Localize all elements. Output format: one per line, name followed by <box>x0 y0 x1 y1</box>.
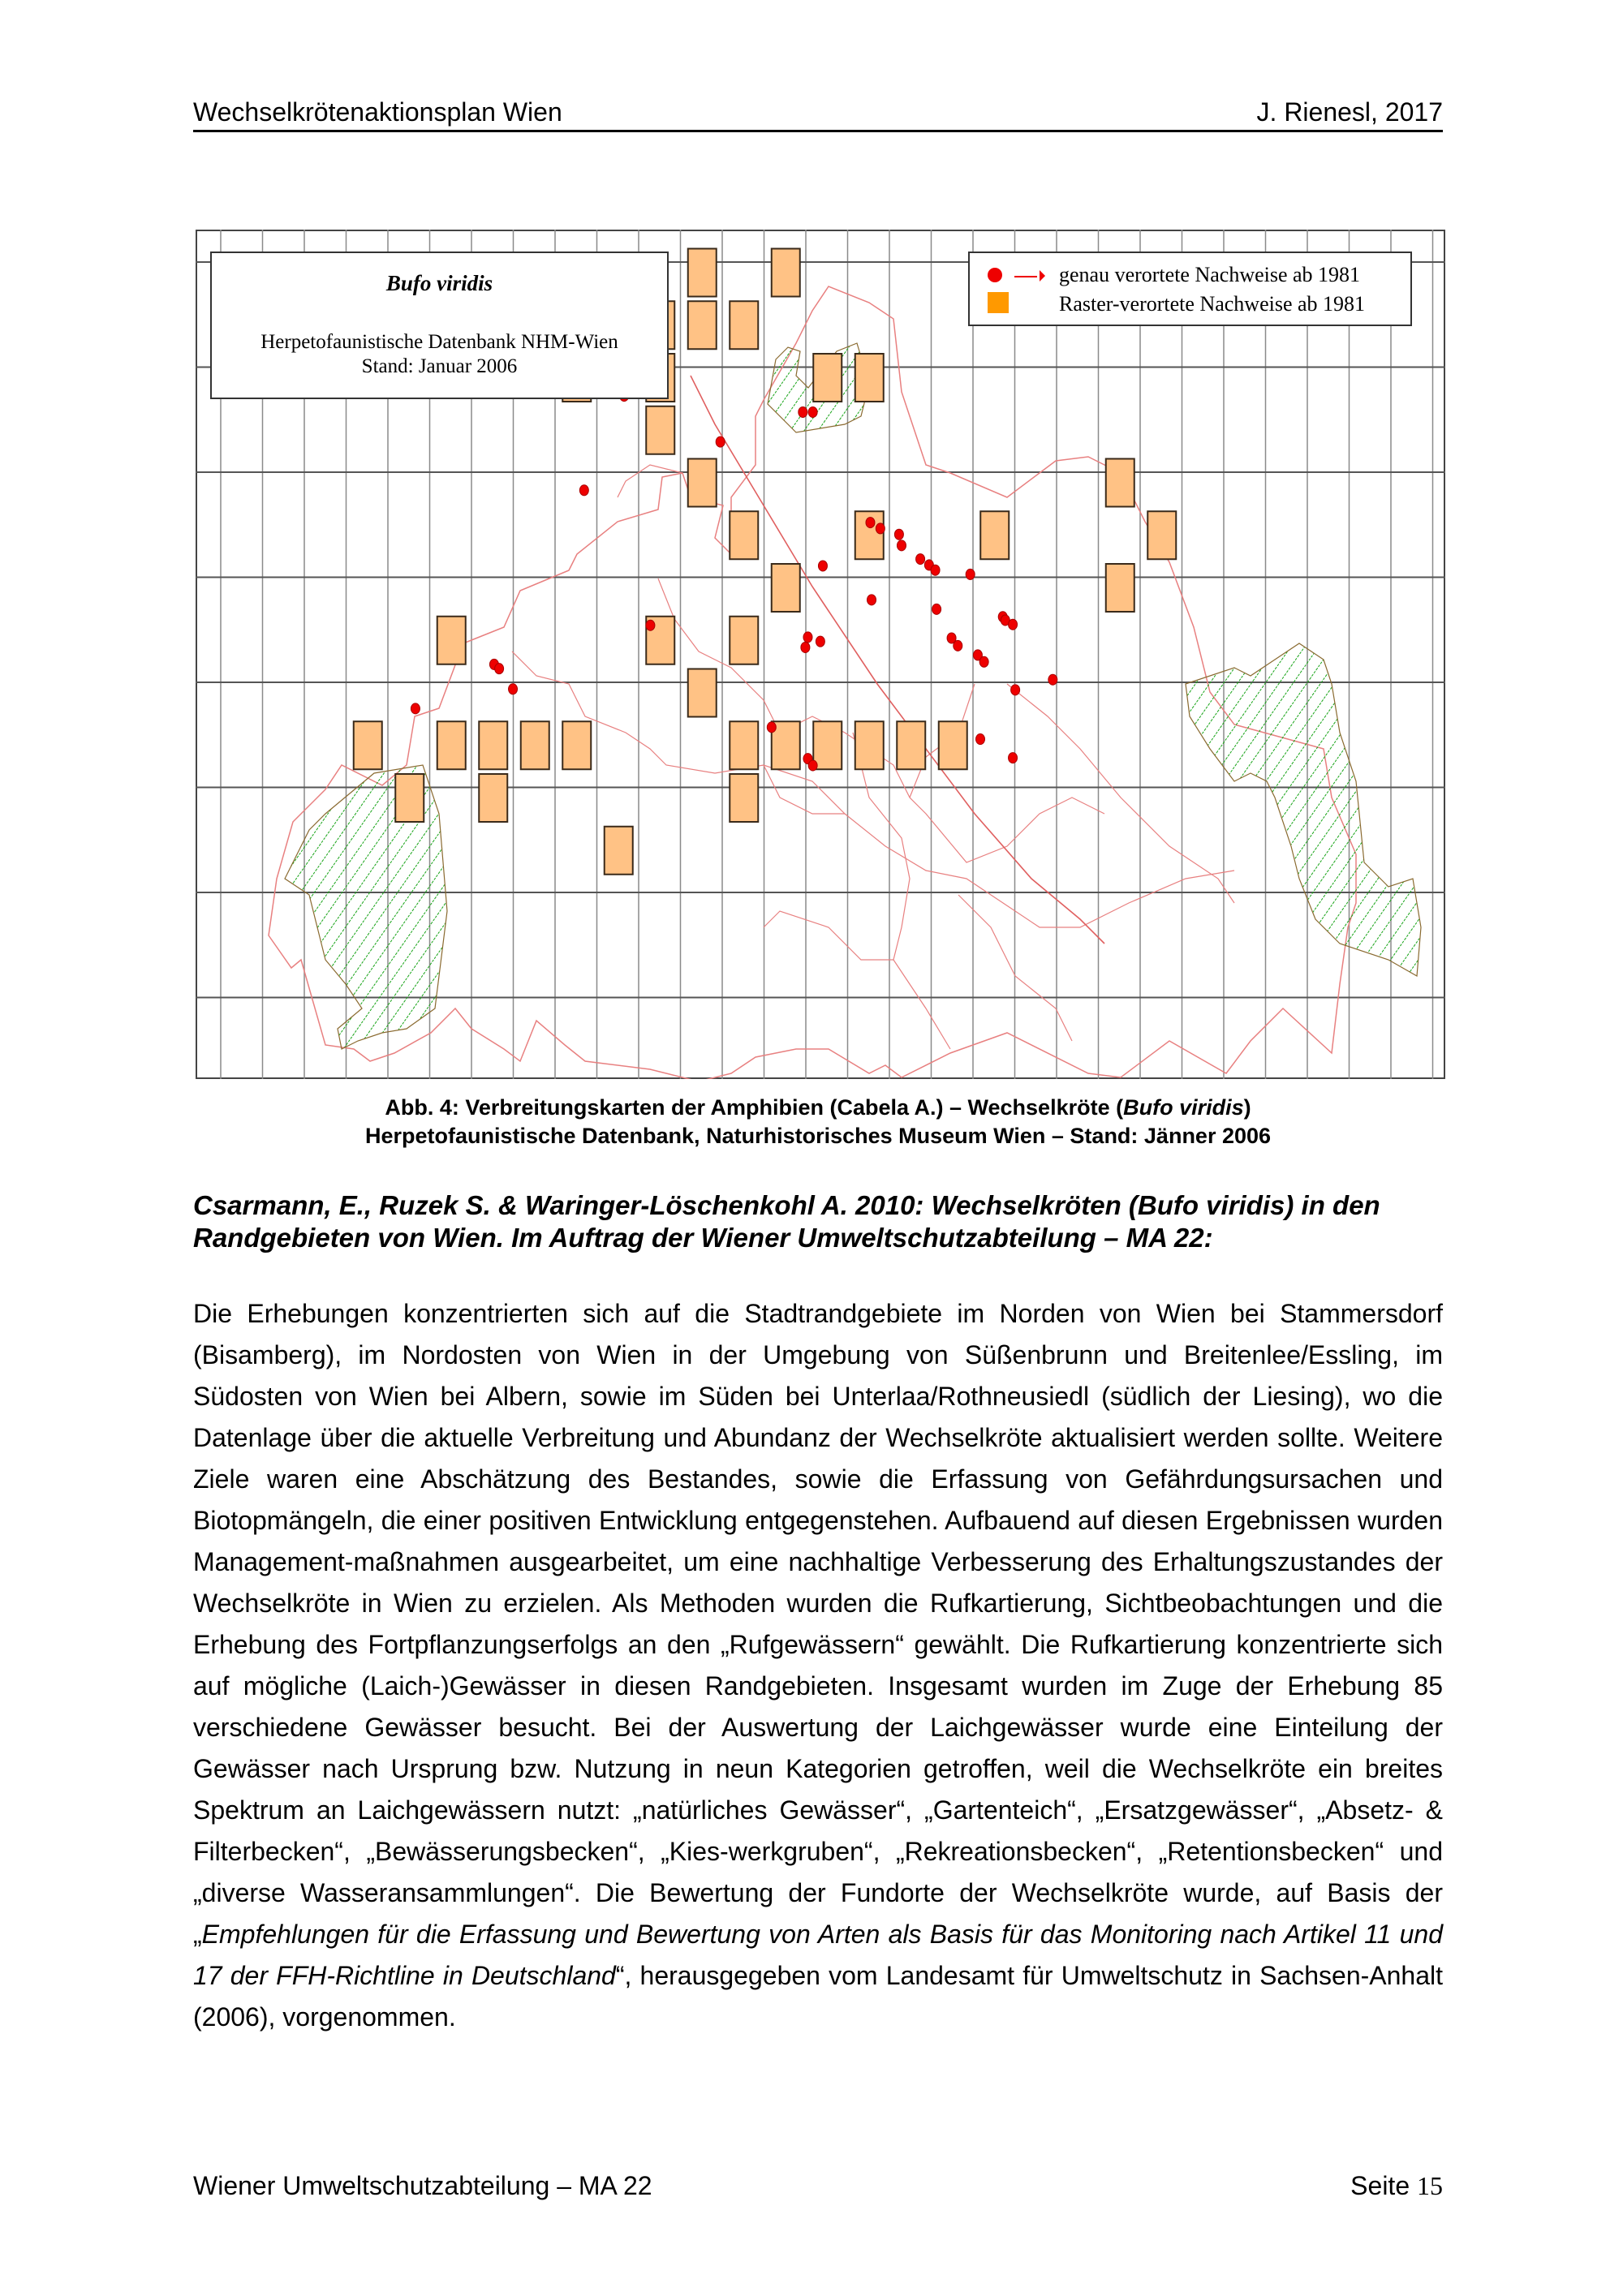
map-title-box <box>210 252 669 399</box>
point-record-dot <box>979 656 988 667</box>
point-record-dot <box>716 436 725 447</box>
protected-areas <box>285 343 1421 1049</box>
point-record-dot <box>897 540 906 551</box>
point-record-dot <box>411 703 420 714</box>
protected-area-lobau <box>1186 643 1421 976</box>
point-record-dot <box>931 565 940 575</box>
point-record-dot <box>976 734 985 745</box>
point-record-dot <box>876 523 885 534</box>
raster-record-square <box>730 511 758 559</box>
map-date-line: Stand: Januar 2006 <box>361 355 518 377</box>
caption-species: Bufo viridis <box>1123 1095 1244 1120</box>
raster-record-square <box>772 564 800 612</box>
raster-record-square <box>1106 564 1134 612</box>
point-record-dot <box>801 642 810 652</box>
footer-page <box>1350 2171 1443 2201</box>
distribution-map <box>196 230 1445 1079</box>
raster-record-square <box>395 774 424 822</box>
caption-text: ) <box>1243 1095 1251 1120</box>
raster-record-square <box>521 721 549 769</box>
point-record-dot <box>1009 753 1018 763</box>
point-record-dot <box>966 569 975 579</box>
body-text: Die Erhebungen konzentrierten sich auf die Stadtrandgebiete im Norden von Wien bei Stammersdorf (Bisamberg), im Nordosten von Wien in der Umgebung von Süßenbrunn und Breitenlee/Essling, im Südosten von Wien bei Albern, sowie im Süden bei Unterlaa/Rothneusiedl (südlich der Liesing), wo die Datenlage über die aktuelle Verbreitung und Abundanz der Wechselkröte aktualisiert werden sollte. Weitere Ziele waren eine Abschätzung des Bestandes, sowie die Erfassung von Gefährdungsursachen und Biotopmängeln, die einer positiven Entwicklung entgegenstehen. Aufbauend auf diesen Ergebnissen wurden Management-maßnahmen ausgearbeitet, um eine nachhaltige Verbesserung des Erhaltungszustandes der Wechselkröte in Wien zu erzielen. Als Methoden wurden die Rufkartierung, Sichtbeobachtungen und die Erhebung des Fortpflanzungserfolgs an den „Rufgewässern“ gewählt. Die Rufkartierung konzentrierte sich auf mögliche (Laich-)Gewässer in diesen Randgebieten. Insgesamt wurden im Zuge der Erhebung 85 verschiedene Gewässer besucht. Bei der Auswertung der Laichgewässer wurde eine Einteilung der Gewässer nach Ursprung bzw. Nutzung in neun Kategorien getroffen, weil die Wechselkröte ein breites Spektrum an Laichgewässern nutzt: „natürliches Gewässer“, „Gartenteich“, „Ersatzgewässer“, „Absetz- & Filterbecken“, „Bewässerungsbecken“, „Kies-werkgruben“, „Rekreationsbecken“, „Retentionsbecken“ und „diverse Wasseransammlungen“. Die Bewertung der Fundorte der Wechselkröte wurde, auf Basis der „ <box>193 1299 1443 1949</box>
reference-heading: Csarmann, E., Ruzek S. & Waringer-Löschenkohl A. 2010: Wechselkröten (Bufo viridis) in den Randgebieten von Wien. Im Auftrag der Wiener Umweltschutzabteilung – MA 22: <box>193 1190 1380 1253</box>
point-record-dot <box>509 684 518 694</box>
page-number: 15 <box>1417 2171 1443 2200</box>
page-header <box>193 97 1443 132</box>
map-source <box>212 330 667 379</box>
raster-record-square <box>855 721 884 769</box>
point-record-dot <box>808 406 817 417</box>
legend-label: genau verortete Nachweise ab 1981 <box>1059 263 1361 286</box>
legend-label: Raster-verortete Nachweise ab 1981 <box>1059 292 1366 316</box>
body-text: “, herausgegeben vom Landesamt für Umweltschutz in Sachsen-Anhalt (2006), vorgenommen. <box>193 1961 1444 2032</box>
map-species-title: Bufo viridis <box>385 271 493 295</box>
raster-record-square <box>897 721 925 769</box>
raster-record-square <box>437 721 466 769</box>
point-record-dot <box>579 485 588 496</box>
author-year: J. Rienesl, 2017 <box>1256 97 1443 127</box>
red-dot-icon <box>988 268 1002 282</box>
raster-record-square <box>1147 511 1176 559</box>
raster-record-square <box>605 827 633 875</box>
point-record-dot <box>808 760 817 771</box>
raster-record-square <box>772 249 800 297</box>
raster-record-square <box>688 669 717 717</box>
raster-record-square <box>562 721 591 769</box>
body-italic-title: Empfehlungen für die Erfassung und Bewertung von Arten als Basis für das Monitoring nach Artikel 11 und 17 der FFH-Richtline in Deutschland <box>193 1920 1443 1990</box>
figure-caption <box>193 1094 1443 1150</box>
point-record-dot <box>495 664 504 674</box>
raster-record-square <box>479 774 507 822</box>
raster-record-square <box>688 459 717 507</box>
caption-line-2: Herpetofaunistische Datenbank, Naturhistorisches Museum Wien – Stand: Jänner 2006 <box>364 1124 1272 1148</box>
point-record-dot <box>932 604 941 614</box>
point-record-dot <box>767 722 776 733</box>
point-record-dot <box>1011 685 1020 695</box>
raster-record-square <box>437 617 466 664</box>
raster-record-square <box>354 721 382 769</box>
point-record-dot <box>916 554 925 565</box>
point-record-dot <box>954 640 962 651</box>
raster-record-square <box>479 721 507 769</box>
body-paragraph <box>193 1293 1443 2038</box>
document-title: Wechselkrötenaktionsplan Wien <box>193 97 562 127</box>
raster-record-square <box>939 721 967 769</box>
caption-text: Abb. 4: Verbreitungskarten der Amphibien (Cabela A.) – Wechselkröte ( <box>385 1095 1124 1120</box>
point-record-dot <box>1048 674 1057 685</box>
point-record-dot <box>818 561 827 571</box>
raster-record-square <box>855 354 884 402</box>
caption-line-1 <box>193 1094 1443 1122</box>
legend-item-point <box>970 261 1410 289</box>
raster-record-square <box>1106 459 1134 507</box>
raster-record-square <box>688 249 717 297</box>
raster-record-square <box>646 406 674 454</box>
point-record-dot <box>866 518 875 528</box>
raster-record-square <box>730 721 758 769</box>
point-record-dot <box>803 632 812 643</box>
orange-square-icon <box>988 292 1009 313</box>
map-source-line: Herpetofaunistische Datenbank NHM-Wien <box>260 331 618 353</box>
raster-record-square <box>813 721 842 769</box>
point-record-dot <box>894 529 903 540</box>
raster-record-square <box>730 301 758 349</box>
footer-organization: Wiener Umweltschutzabteilung – MA 22 <box>193 2171 652 2200</box>
raster-record-square <box>813 354 842 402</box>
raster-record-square <box>730 617 758 664</box>
point-record-dot <box>867 595 876 605</box>
legend-item-raster <box>970 290 1410 318</box>
point-record-dot <box>1009 619 1018 630</box>
point-record-dot <box>816 636 824 647</box>
raster-record-square <box>688 301 717 349</box>
raster-record-square <box>730 774 758 822</box>
point-record-dot <box>799 406 807 417</box>
page-label: Seite <box>1350 2171 1410 2200</box>
point-record-dot <box>646 620 655 630</box>
arrow-right-icon <box>1040 270 1045 282</box>
red-line-icon <box>1014 276 1037 277</box>
raster-record-square <box>980 511 1009 559</box>
map-legend <box>968 252 1412 326</box>
